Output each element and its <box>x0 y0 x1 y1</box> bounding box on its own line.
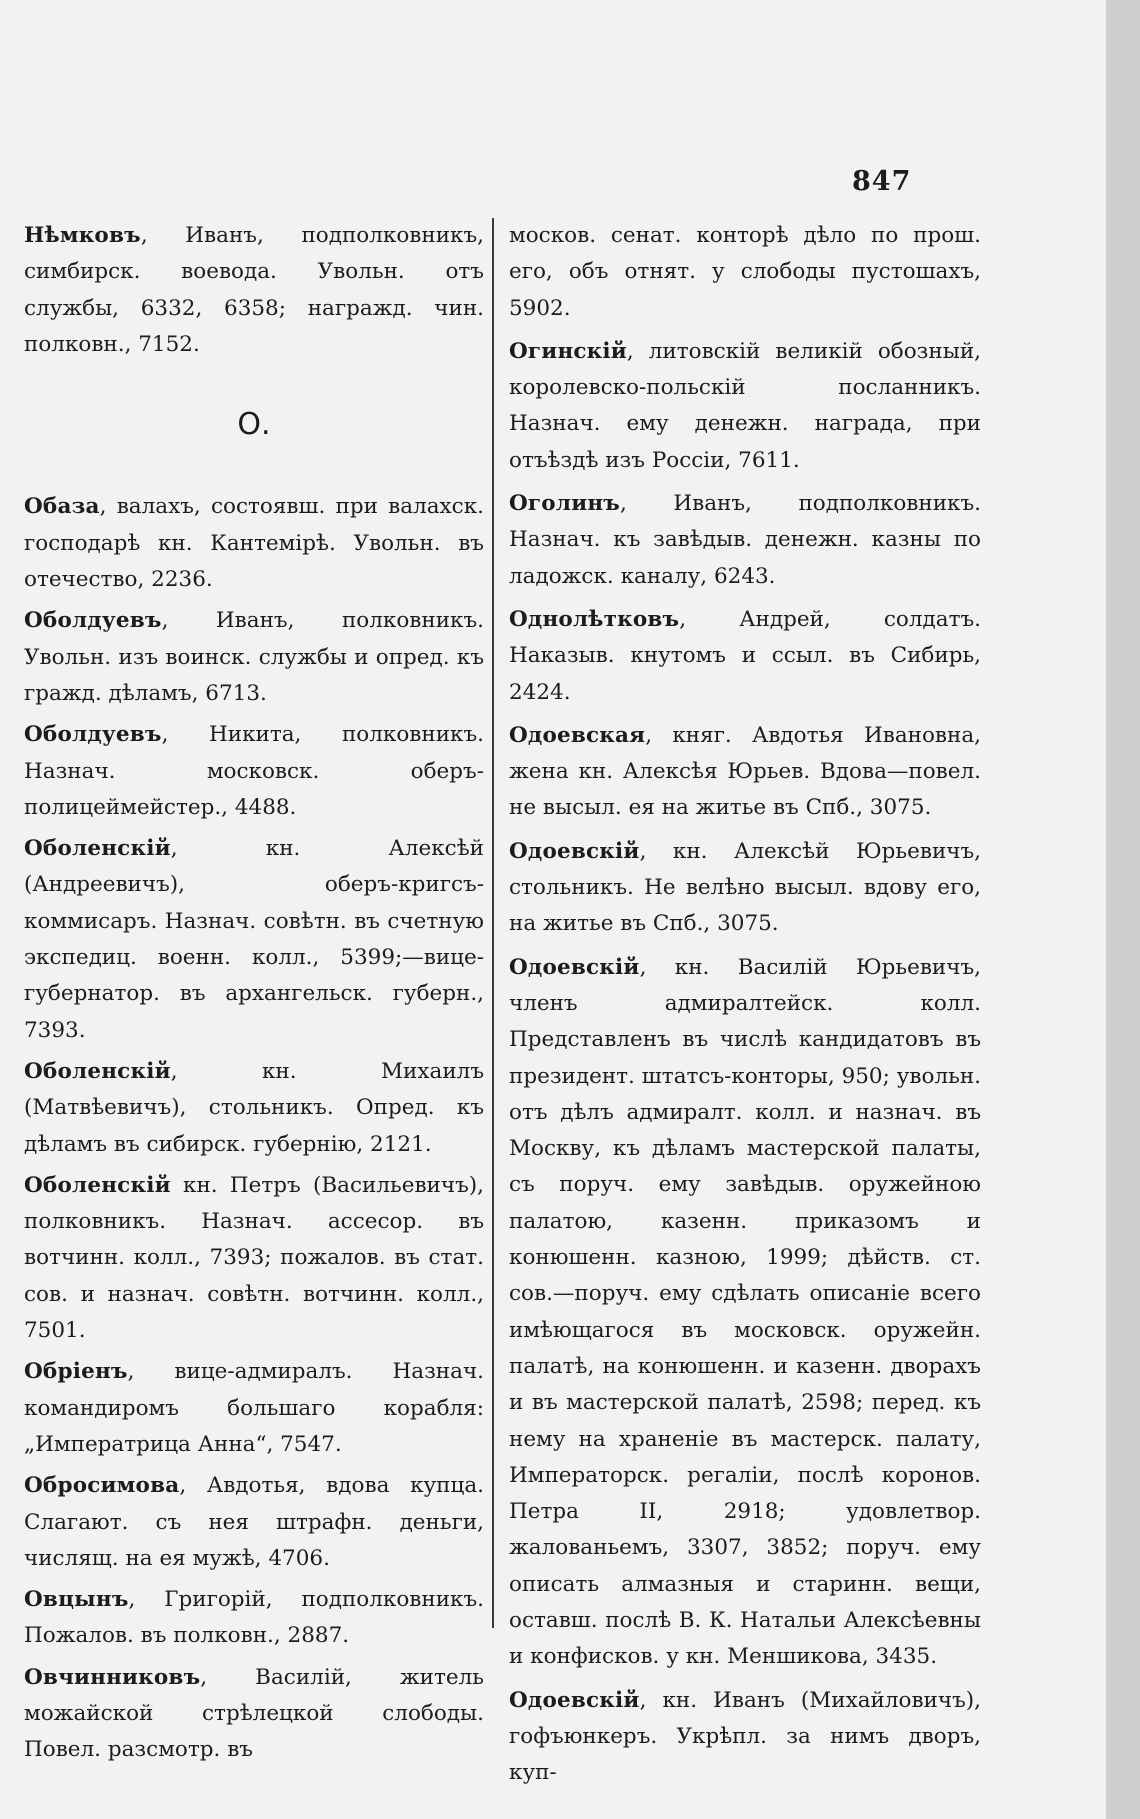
entry-text: , вице-адмиралъ. Назнач. командиромъ большаго корабля: „Императрица Анна“, 7547. <box>24 1359 484 1457</box>
entry <box>24 717 484 826</box>
entry-headword: Огинскій <box>509 338 627 364</box>
entry <box>24 1468 484 1577</box>
entry-text: , Иванъ, полковникъ. Увольн. изъ воинск. службы и опред. къ гражд. дѣламъ, 6713. <box>24 608 484 706</box>
entry-text: , кн. Иванъ (Михайловичъ), гофъюнкеръ. Укрѣпл. за нимъ дворъ, куп- <box>509 1687 981 1786</box>
entry <box>24 1660 484 1769</box>
entry-headword: Одоевская <box>509 722 646 748</box>
entry <box>24 1354 484 1463</box>
entry-headword: Обріенъ <box>24 1359 128 1385</box>
entry-headword: Одоевскій <box>509 838 640 864</box>
entry <box>509 718 981 827</box>
section-letter: О. <box>237 407 271 443</box>
entry-text: москов. сенат. конторѣ дѣло по прош. его, объ отнят. у слободы пустошахъ, 5902. <box>509 223 981 321</box>
entry <box>24 1582 484 1655</box>
entry <box>509 950 981 1676</box>
page-edge-shadow <box>1106 0 1140 1819</box>
entry-headword: Оголинъ <box>509 491 620 517</box>
entry-headword: Нѣмковъ <box>24 223 141 248</box>
entry <box>24 1168 484 1349</box>
entry-headword: Оболенскій <box>24 836 171 862</box>
entry-text: , Григорій, подполковникъ. Пожалов. въ полковн., 2887. <box>24 1587 484 1649</box>
entry-headword: Оболдуевъ <box>24 722 162 748</box>
right-column <box>509 218 981 1798</box>
entry <box>509 486 981 595</box>
entry-headword: Оболдуевъ <box>24 608 162 634</box>
entry-headword: Оболенскій <box>24 1058 171 1084</box>
entry-headword: Обросимова <box>24 1473 180 1499</box>
entry-headword: Обаза <box>24 494 100 520</box>
entry <box>509 834 981 943</box>
entry-text: , Василій, житель можайской стрѣлецкой слободы. Повел. разсмотр. въ <box>24 1664 484 1763</box>
column-divider <box>492 218 494 1628</box>
entry-headword: Овчинниковъ <box>24 1664 201 1690</box>
entry-text: , кн. Михаилъ (Матвѣевичъ), стольникъ. Опред. къ дѣламъ въ сибирск. губернію, 2121. <box>24 1058 484 1157</box>
entry-text: , Андрей, солдатъ. Наказыв. кнутомъ и ссыл. въ Сибирь, 2424. <box>509 606 981 705</box>
entry-text: , Иванъ, подполковникъ, симбирск. воевода. Увольн. отъ службы, 6332, 6358; награжд. чин. полковн., 7152. <box>24 223 484 357</box>
entry <box>509 602 981 711</box>
entry-text: , кн. Алексѣй (Андреевичъ), оберъ-кригсъ-коммисаръ. Назнач. совѣтн. въ счетную экспедиц. военн. колл., 5399;—вице-губернатор. въ архангельск. губерн., 7393. <box>24 836 484 1043</box>
entry-headword: Однолѣтковъ <box>509 606 680 632</box>
entry <box>24 1054 484 1163</box>
entry-headword: Одоевскій <box>509 1687 640 1713</box>
entry-headword: Одоевскій <box>509 954 640 980</box>
entry-text: , Иванъ, подполковникъ. Назнач. къ завѣдыв. денежн. казны по ладожск. каналу, 6243. <box>509 491 981 589</box>
entry-headword: Овцынъ <box>24 1587 129 1613</box>
entry-text: , княг. Авдотья Ивановна, жена кн. Алексѣя Юрьев. Вдова—повел. не высыл. ея на житье въ Спб., 3075. <box>509 722 981 821</box>
entry-text: , кн. Алексѣй Юрьевичъ, стольникъ. Не велѣно высыл. вдову его, на житье въ Спб., 3075. <box>509 838 981 937</box>
entry-text: кн. Петръ (Васильевичъ), полковникъ. Назнач. ассесор. въ вотчинн. колл., 7393; пожалов. въ стат. сов. и назнач. совѣтн. вотчинн. колл., 7501. <box>24 1172 484 1344</box>
entry <box>24 218 484 363</box>
entry <box>24 489 484 598</box>
page-number: 847 <box>852 166 912 197</box>
entry-text: , литовскій великій обозный, королевско-польскій посланникъ. Назнач. ему денежн. награда, при отъѣздѣ изъ Россіи, 7611. <box>509 338 981 473</box>
entry <box>24 603 484 712</box>
entry-text: , кн. Василій Юрьевичъ, членъ адмиралтейск. колл. Представленъ въ числѣ кандидатовъ въ президент. штатсъ-конторы, 950; увольн. отъ дѣлъ адмиралт. колл. и назнач. въ Москву, къ дѣламъ мастерской палаты, съ поруч. ему завѣдыв. оружейною палатою, казенн. приказомъ и конюшенн. казною, 1999; дѣйств. ст. сов.—поруч. ему сдѣлать описаніе всего имѣющагося въ московск. оружейн. палатѣ, на конюшенн. и казенн. дворахъ и въ мастерской палатѣ, 2598; перед. къ нему на храненіе въ мастерск. палату, Императорск. регаліи, послѣ коронов. Петра II, 2918; удовлетвор. жалованьемъ, 3307, 3852; поруч. ему описать алмазныя и старинн. вещи, оставш. послѣ В. К. Натальи Алексѣевны и конфисков. у кн. Меншикова, 3435. <box>509 954 981 1670</box>
left-column <box>24 218 484 1774</box>
entry <box>509 334 981 479</box>
entry-text: , валахъ, состоявш. при валахск. господарѣ кн. Кантемірѣ. Увольн. въ отечество, 2236. <box>24 494 484 593</box>
entry-text: , Авдотья, вдова купца. Слагают. съ нея штрафн. деньги, числящ. на ея мужѣ, 4706. <box>24 1473 484 1571</box>
entry-text: , Никита, полковникъ. Назнач. московск. оберъ-полицеймейстер., 4488. <box>24 722 484 820</box>
entry <box>24 831 484 1049</box>
entry-headword: Оболенскій <box>24 1172 171 1198</box>
entry <box>509 218 981 327</box>
entry <box>509 1683 981 1792</box>
